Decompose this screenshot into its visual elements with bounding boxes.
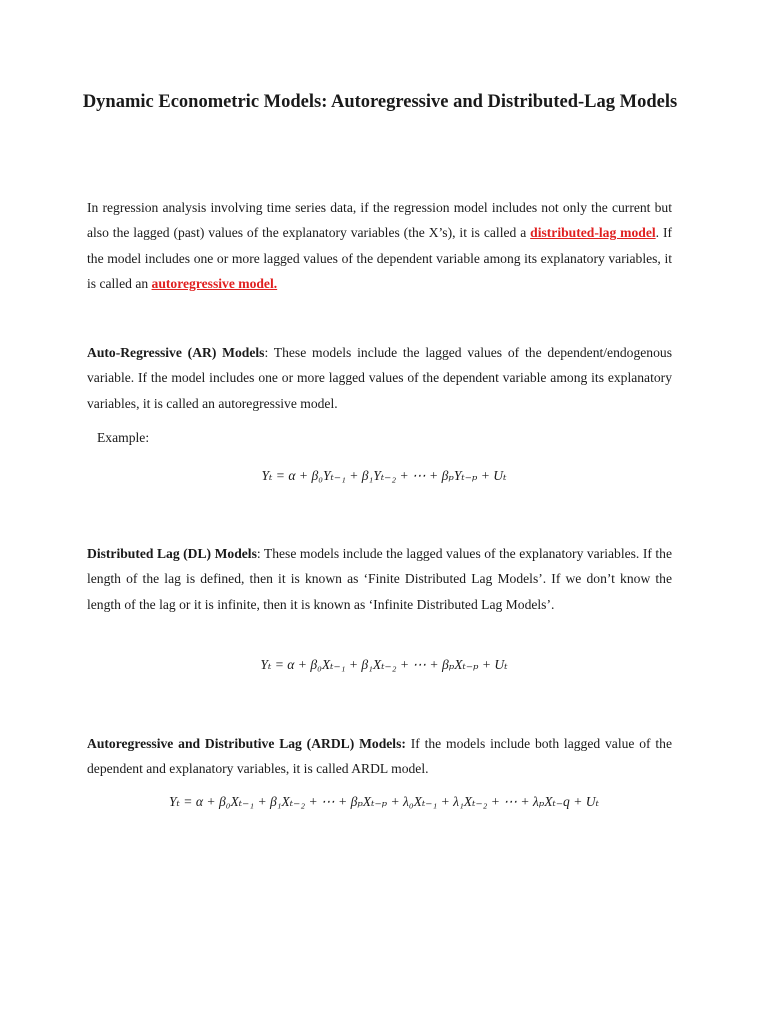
ardl-equation: Yₜ = α + β₀Xₜ₋₁ + β₁Xₜ₋₂ + ⋯ + βₚXₜ₋ₚ + λ₀Xₜ₋₁ + λ₁Xₜ₋₂ + ⋯ + λₚXₜ₋q + Uₜ: [169, 794, 599, 809]
ar-heading: Auto-Regressive (AR) Models: [87, 345, 265, 360]
ardl-text: If the models include both lagged value of the dependent and explanatory variables, it is called ARDL model.: [87, 736, 673, 777]
dl-paragraph: [87, 541, 672, 617]
ar-paragraph: [87, 340, 672, 416]
page-title: Dynamic Econometric Models: Autoregressive and Distributed-Lag Models: [82, 92, 678, 112]
example-label: Example:: [97, 430, 150, 445]
intro-text-1: In regression analysis involving time series data, if the regression model includes not only the current but also the lagged (past) values of the explanatory variables (the X’s), it is called a: [87, 200, 672, 241]
ardl-paragraph: [87, 731, 672, 782]
distributed-lag-model-link[interactable]: distributed-lag model: [530, 225, 656, 241]
dl-text: : These models include the lagged values of the explanatory variables. If the length of the lag is defined, then it is known as ‘Finite Distributed Lag Models’. If we don’t know the length of the lag or it is infinite, then it is known as ‘Infinite Distributed Lag Models’.: [87, 546, 673, 612]
ardl-heading: Autoregressive and Distributive Lag (ARDL) Models:: [87, 736, 406, 751]
autoregressive-model-link[interactable]: autoregressive model.: [151, 275, 278, 291]
dl-equation: Yₜ = α + β₀Xₜ₋₁ + β₁Xₜ₋₂ + ⋯ + βₚXₜ₋ₚ + Uₜ: [260, 657, 508, 672]
intro-paragraph: [87, 195, 672, 296]
intro-text-2: . If the model includes one or more lagged values of the dependent variable among its explanatory variables, it is called an: [87, 225, 672, 291]
dl-heading: Distributed Lag (DL) Models: [87, 546, 257, 561]
ar-equation: Yₜ = α + β₀Yₜ₋₁ + β₁Yₜ₋₂ + ⋯ + βₚYₜ₋ₚ + Uₜ: [261, 468, 507, 483]
ar-text: : These models include the lagged values of the dependent/endogenous variable. If the model includes one or more lagged values of the dependent variable among its explanatory variables, it is called an autoregressive model.: [87, 345, 672, 411]
